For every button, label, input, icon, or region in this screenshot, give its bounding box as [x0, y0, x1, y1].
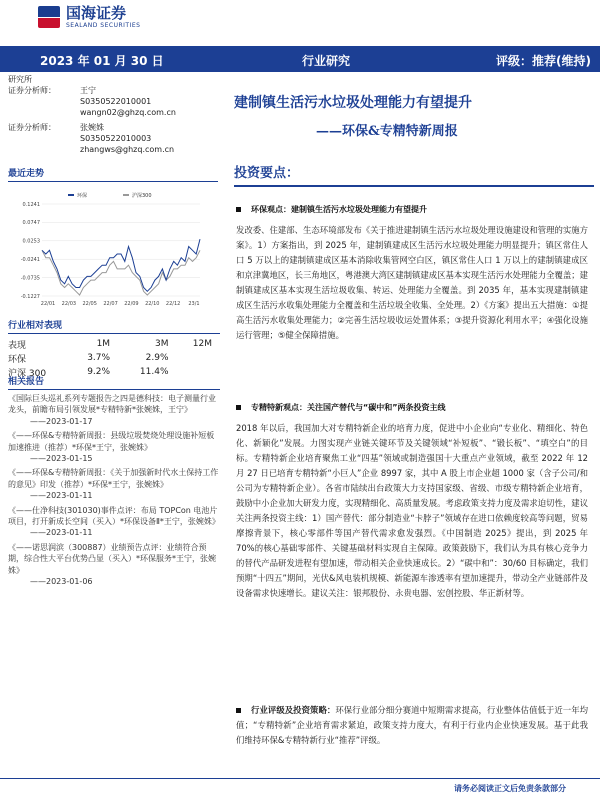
section-rating-strategy — [236, 703, 588, 748]
brand-logo — [38, 2, 140, 32]
related-report-title: 《国际巨头巡礼系列专题报告之四是德科技：电子测量行业龙头，前瞻布局引领发展*专精特新*张婉姝，王宁》 — [8, 394, 216, 415]
series-line-env — [42, 239, 200, 291]
table-header-cell: 12M — [192, 339, 212, 349]
table-cell: 9.2% — [87, 367, 111, 377]
section-body-text: 环保行业部分细分赛道中短期需求提高，行业整体估值低于近一年均值；“专精特新”企业培育需求紧迫，政策支持力度大，有利于行业内企业快速发展。基于此我们维持环保&专精特新行业“推荐”评级。 — [236, 705, 589, 745]
analyst-1-email[interactable]: wangn02@ghzq.com.cn — [80, 108, 176, 117]
brand-name-cn: 国海证券 — [66, 3, 127, 22]
y-tick-label: -0.0241 — [20, 257, 40, 263]
y-tick-label: 0.0747 — [22, 220, 40, 227]
table-cell: 2.9% — [145, 353, 169, 363]
section-env-view — [236, 204, 588, 343]
related-report-date: ——2023-01-11 — [30, 528, 93, 538]
report-date: 2023 年 01 月 30 日 — [40, 54, 164, 68]
analyst-2-email[interactable]: zhangws@ghzq.com.cn — [80, 145, 175, 154]
legend-label-env: 环保 — [77, 193, 88, 199]
x-tick-label: 22/05 — [82, 301, 97, 307]
x-tick-label: 22/12 — [165, 301, 181, 307]
analyst-2-name: 张婉姝 — [80, 123, 104, 132]
analyst-1-label: 证券分析师： — [8, 86, 56, 95]
institute-caption: 研究所 — [8, 75, 32, 84]
relative-performance — [8, 318, 220, 379]
table-cell: 沪深 300 — [8, 368, 47, 379]
related-heading: 相关报告 — [8, 374, 220, 390]
related-report-date: ——2023-01-17 — [30, 416, 93, 426]
footer-divider — [0, 778, 600, 779]
disclaimer-footer: 请务必阅读正文后免责条款部分 — [454, 784, 566, 793]
x-tick-label: 23/1 — [188, 301, 200, 307]
bullet-square-icon — [236, 708, 241, 713]
related-report-date: ——2023-01-15 — [30, 454, 93, 464]
bullet-square-icon — [236, 207, 241, 212]
related-report-title: 《——环保&专精特新周报：《关于加强新时代水土保持工作的意见》印发（推荐）*环保*王宁，张婉姝》 — [8, 468, 219, 489]
performance-table — [8, 337, 220, 379]
related-reports — [8, 374, 220, 588]
table-cell: 环保 — [8, 354, 27, 365]
series-line-hs300 — [42, 250, 200, 295]
table-header-row — [8, 337, 220, 351]
report-title: 建制镇生活污水垃圾处理能力有望提升 — [234, 95, 472, 111]
x-tick-label: 22/03 — [61, 301, 77, 307]
analyst-2-label: 证券分析师： — [8, 123, 56, 132]
analyst-1-code: S0350522010001 — [80, 97, 152, 106]
table-cell — [177, 351, 220, 365]
section-body — [236, 703, 588, 748]
y-tick-label: 0.1241 — [22, 201, 40, 208]
investment-highlights-heading: 投资要点： — [234, 162, 594, 187]
x-tick-label: 22/07 — [103, 301, 118, 307]
y-tick-label: 0.0253 — [22, 238, 40, 245]
related-report-date: ——2023-01-11 — [30, 491, 93, 501]
bullet-square-icon — [236, 405, 241, 410]
section-title: 环保观点：建制镇生活污水垃圾处理能力有望提升 — [251, 205, 427, 214]
table-cell: 11.4% — [139, 367, 169, 377]
table-cell: 3.7% — [87, 353, 111, 363]
performance-heading: 行业相对表现 — [8, 318, 220, 334]
section-body: 发改委、住建部、生态环境部发布《关于推进建制镇生活污水垃圾处理设施建设和管理的实施方案》。1）方案指出，到 2025 年，建制镇建成区生活污水垃圾处理能力明显提升；镇区常住人口 5 万以上的建制镇建成区基本消除收集管网空白区，镇区常住人口 1 万以上的建制镇建成区和京津冀地区，长三角地区，粤港澳大湾区建制镇建成区基本实现生活污水处理能力全覆盖；建制镇建成区基本实现生活垃圾收集、转运、处理能力全覆盖。到 2035 年，基本实现建制镇建成区生活污水收集处理能力全覆盖和生活垃圾全收集、全处理。2）《方案》提出五大措施：①提高生活污水收集处理能力；②完善生活垃圾收运处置体系；③提升资源化利用水平；④强化设施运行管理；⑤健全保障措施。 — [236, 225, 589, 340]
table-row — [8, 351, 220, 365]
related-report-title: 《——仕净科技(301030)事件点评：布局 TOPCon 电池片项目，打开新成长空间（买入）*环保设备Ⅱ*王宁，张婉姝》 — [8, 505, 220, 527]
report-kind: 行业研究 — [302, 54, 351, 68]
related-report-title: 《——环保&专精特新周报：县级垃圾焚烧处理设施补短板加速推进（推荐）*环保*王宁，张婉姝》 — [8, 431, 215, 452]
table-header-cell: 3M — [155, 339, 169, 349]
legend-swatch-hs300 — [123, 194, 129, 196]
y-tick-label: -0.0735 — [20, 275, 40, 282]
y-tick-label: -0.1227 — [20, 293, 40, 300]
x-tick-label: 22/09 — [124, 301, 139, 307]
list-item[interactable] — [8, 393, 220, 427]
trend-heading: 最近走势 — [8, 166, 218, 182]
legend-swatch-env — [68, 194, 74, 196]
section-body: 2018 年以后，我国加大对专精特新企业的培育力度，促进中小企业向“专业化、精细化、特色化、新颖化”发展。力图实现产业链关键环节及关键领域“补短板”、“锻长板”、“填空白”的目标。专精特新企业培育聚焦工业“四基”领域或制造强国十大重点产业领域，截至 2022 年 12 月 27 日已培育专精特新“小巨人”企业 8997 家，其中 A 股上市企业超 1000 家（含子公司/和公司为专精特新企业）。各省市陆续出台政策大力支持国家级、省级、市级专精特新企业培育，鼓励中小企业加大研发力度，实现精细化、高质量发展。考虑政策支持力度及需求迫切性，建议关注两条投资主线：1）国产替代：部分制造业“卡脖子”领域存在进口依赖度较高等问题，贸易摩擦背景下，核心零部件等国产替代需求愈发强烈。《中国制造 2025》提出，到 2025 年 70%的核心基础零部件、关键基础材料实现自主保障。政策鼓励下，我们认为具有核心竞争力的替代产品研发进程有望加速，带动相关企业快速成长。2）“碳中和”：30/60 目标确定，我们预期“十四五”期间，光伏&风电装机规模、新能源车渗透率有望加速提升，带动全产业链部件及设备需求快速增长。建议关注：银邦股份、永贵电器、宏创控股、华正新材等。 — [236, 423, 588, 598]
related-report-title: 《——诺思润滨（300887）业绩预告点评：业绩符合预期，综合性大平台优势凸显（买入）*环保服务*王宁，张婉姝》 — [8, 542, 216, 575]
table-header-cell: 1M — [96, 339, 111, 349]
section-specialized-view — [236, 402, 588, 601]
list-item[interactable] — [8, 505, 220, 539]
list-item[interactable] — [8, 430, 220, 464]
report-rating: 评级：推荐(维持) — [496, 54, 591, 68]
x-tick-label: 22/10 — [145, 301, 160, 307]
list-item[interactable] — [8, 542, 220, 588]
analyst-1-name: 王宁 — [80, 86, 96, 95]
report-subtitle: ——环保&专精特新周报 — [316, 124, 458, 139]
related-report-date: ——2023-01-06 — [30, 577, 93, 587]
trend-chart — [8, 186, 208, 316]
trend-chart-section — [8, 166, 218, 320]
analyst-2-code: S0350522010003 — [80, 134, 152, 143]
section-title: 专精特新观点：关注国产替代与“碳中和”两条投资主线 — [251, 403, 446, 412]
section-title: 行业评级及投资策略： — [251, 705, 336, 715]
table-header-cell: 表现 — [8, 340, 27, 351]
legend-label-hs300: 沪深300 — [132, 193, 152, 199]
x-tick-label: 22/01 — [40, 301, 56, 307]
header-banner — [0, 46, 600, 72]
analyst-block — [8, 74, 220, 155]
logo-mark-icon — [38, 6, 60, 28]
list-item[interactable] — [8, 467, 220, 501]
brand-name-en: SEALAND SECURITIES — [66, 21, 141, 29]
